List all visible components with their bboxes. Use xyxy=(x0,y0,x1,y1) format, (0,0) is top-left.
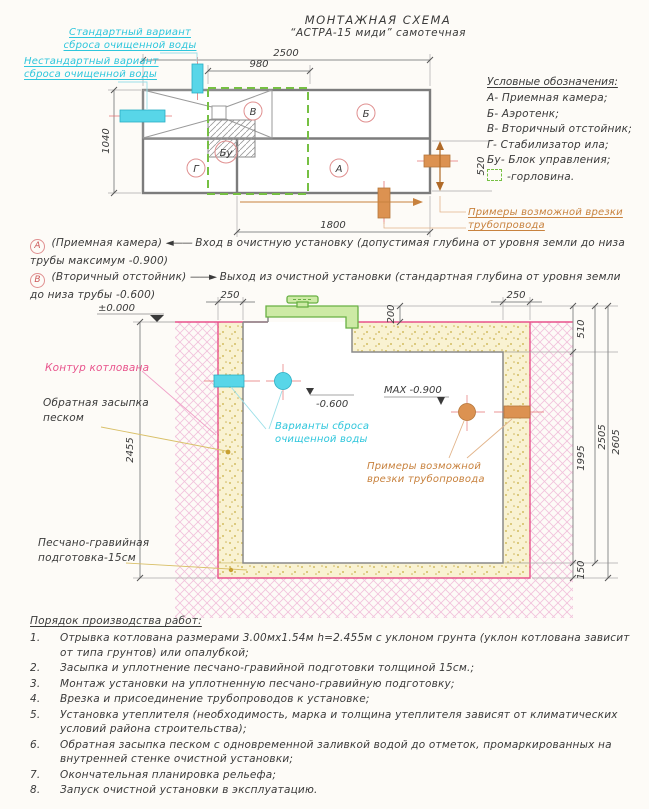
label-excavation-contour: Контур котлована xyxy=(45,362,150,374)
label-backfill xyxy=(43,396,149,425)
label-line: подготовка-15см xyxy=(38,551,136,564)
procedure-list xyxy=(30,615,630,799)
legend-item-a: А- Приемная камера; xyxy=(487,92,608,104)
chamber-label-v: В xyxy=(249,107,257,118)
title-line2: “АСТРА-15 миди” самотечная xyxy=(290,27,466,39)
discharge-pipe-wall xyxy=(214,375,244,387)
dim-depth-to-bottom: 2505 xyxy=(597,424,608,450)
legend-heading: Условные обозначения: xyxy=(487,76,618,88)
inlet-pipe-bottom xyxy=(378,188,390,218)
arrow-left-icon: ◄—— xyxy=(165,237,192,249)
note-b-badge: В xyxy=(30,273,45,288)
procedure-item xyxy=(30,677,630,692)
callout-standard-discharge xyxy=(60,26,200,52)
item-number: 3. xyxy=(30,677,41,690)
dim-base-thickness: 150 xyxy=(576,560,587,580)
item-text: Установка утеплителя (необходимость, марка и толщина утеплителя зависят от климатических условий района строительства); xyxy=(60,708,618,735)
callout-line: трубопровода xyxy=(468,220,545,231)
dim-inlet-zone: 520 xyxy=(476,156,487,176)
tapping-leader-1 xyxy=(440,196,466,212)
item-text: Засыпка и уплотнение песчано-гравийной подготовки толщиной 15см.; xyxy=(60,662,475,674)
dim-sand-left: 250 xyxy=(220,290,240,301)
level-minus900-text: MAX -0.900 xyxy=(384,385,442,396)
nonstandard-discharge-pipe xyxy=(120,110,165,122)
legend xyxy=(487,76,649,185)
item-text: Обратная засыпка песком с одновременной заливкой водой до отметок, промаркированных на внутренней стенке очистной установки; xyxy=(60,738,612,765)
note-a-text: Вход в очистную установку (допустимая глубина от уровня земли до низа трубы максимум -0.900) xyxy=(30,237,625,267)
legend-item-bu: Бу- Блок управления; xyxy=(487,154,611,166)
procedure-item xyxy=(30,783,630,798)
arrow-up-icon xyxy=(436,141,444,150)
title-line1: МОНТАЖНАЯ СХЕМА xyxy=(304,13,452,27)
ground-left xyxy=(175,322,218,578)
callout-line: Примеры возможной врезки xyxy=(468,207,623,218)
arrow-down-icon xyxy=(436,182,444,191)
chamber-label-b: Б xyxy=(362,109,370,120)
callout-line: Стандартный вариант xyxy=(69,27,191,38)
tank-plan-outline xyxy=(143,90,430,193)
drawing-title xyxy=(218,13,538,39)
legend-item-g: Г- Стабилизатор ила; xyxy=(487,138,609,151)
arrow-right-icon: ——► xyxy=(189,270,217,283)
dim-top-offset: 510 xyxy=(576,319,587,339)
tapping-leader-2 xyxy=(384,222,466,228)
item-number: 2. xyxy=(30,662,41,674)
note-a-badge: А xyxy=(30,239,45,254)
procedure-heading: Порядок производства работ: xyxy=(30,615,202,627)
label-line: Песчано-гравийная xyxy=(38,537,150,549)
dim-total-depth: 1040 xyxy=(101,128,112,154)
item-number: 6. xyxy=(30,738,41,751)
item-number: 8. xyxy=(30,784,41,796)
gorlovina-square-icon xyxy=(487,169,502,181)
callout-line: Нестандартный вариант xyxy=(24,56,159,67)
legend-item-gorlovina xyxy=(487,169,649,186)
section-view xyxy=(97,290,622,618)
callout-line: сброса очищенной воды xyxy=(63,40,197,51)
dim-total-depth-section: 2605 xyxy=(611,429,622,455)
chamber-label-a: А xyxy=(335,164,343,175)
note-b-name: (Вторичный отстойник) xyxy=(51,270,187,283)
dim-neck-width: 980 xyxy=(249,59,269,70)
label-line: Варианты сброса xyxy=(275,421,370,432)
ground-bottom xyxy=(175,578,573,618)
legend-item-b: Б- Аэротенк; xyxy=(487,107,560,120)
note-inlet xyxy=(30,236,636,269)
label-tapping-section xyxy=(367,460,485,486)
dim-total-width: 2500 xyxy=(273,48,299,59)
label-line: Примеры возможной xyxy=(367,461,482,472)
level-zero-text: ±0.000 xyxy=(98,303,136,314)
note-b-text: Выход из очистной установки (стандартная глубина от уровня земли до низа трубы -0.600) xyxy=(30,270,621,301)
label-line: песком xyxy=(43,411,84,424)
note-outlet xyxy=(30,270,636,303)
item-text: Врезка и присоединение трубопроводов к установке; xyxy=(60,693,370,705)
item-number: 1. xyxy=(30,632,41,644)
dim-sand-right: 250 xyxy=(506,290,526,301)
gorlovina-label: -горловина. xyxy=(507,170,575,183)
procedure-item xyxy=(30,708,630,737)
sand-dot-icon xyxy=(226,450,231,455)
procedure-item xyxy=(30,738,630,767)
note-a-name: (Приемная камера) xyxy=(51,237,163,249)
dim-pit-depth: 2455 xyxy=(125,437,136,463)
item-number: 4. xyxy=(30,693,41,705)
chamber-label-g: Г xyxy=(193,164,199,175)
label-line: очищенной воды xyxy=(275,434,368,445)
procedure-item xyxy=(30,631,630,660)
label-line: врезки трубопровода xyxy=(367,474,485,485)
procedure-item xyxy=(30,661,630,676)
inlet-pipe-side xyxy=(424,155,450,167)
sand-dot-icon xyxy=(229,568,233,572)
discharge-pipe-end xyxy=(275,373,292,390)
legend-item-v: В- Вторичный отстойник; xyxy=(487,123,632,135)
level-zero-mark xyxy=(97,303,164,322)
item-text: Запуск очистной установки в эксплуатацию. xyxy=(60,784,318,796)
item-number: 7. xyxy=(30,768,41,781)
tapping-pipe-end xyxy=(459,404,476,421)
procedure-item xyxy=(30,692,630,707)
tapping-pipe-wall xyxy=(504,406,530,418)
item-number: 5. xyxy=(30,708,41,721)
level-minus600-text: -0.600 xyxy=(316,399,349,410)
tank-interior-right xyxy=(352,352,503,563)
label-discharge-options xyxy=(275,420,369,446)
notes-block xyxy=(30,236,636,303)
callout-tapping-plan xyxy=(468,206,643,232)
procedure-item xyxy=(30,768,630,783)
dim-inlet-span: 1800 xyxy=(320,220,346,231)
label-base xyxy=(38,536,149,565)
dim-tank-height: 1995 xyxy=(576,445,587,471)
chamber-label-bu: Бу xyxy=(219,148,233,159)
standard-discharge-pipe xyxy=(192,64,203,93)
callout-line: сброса очищенной воды xyxy=(24,69,157,80)
level-flag-icon xyxy=(150,315,164,322)
dim-neck-above: 200 xyxy=(386,304,397,324)
item-text: Монтаж установки на уплотненную песчано-гравийную подготовку; xyxy=(60,677,455,690)
callout-nonstandard-discharge xyxy=(24,55,169,81)
label-line: Обратная засыпка xyxy=(43,397,149,409)
item-text: Отрывка котлована размерами 3.00мх1.54м h=2.455м с уклоном грунта (уклон котлована зависит от типа грунтов) или опалубкой; xyxy=(60,632,630,659)
flow-arrowhead-icon xyxy=(413,198,423,206)
item-text: Окончательная планировка рельефа; xyxy=(60,768,277,781)
ground-right xyxy=(530,322,573,578)
